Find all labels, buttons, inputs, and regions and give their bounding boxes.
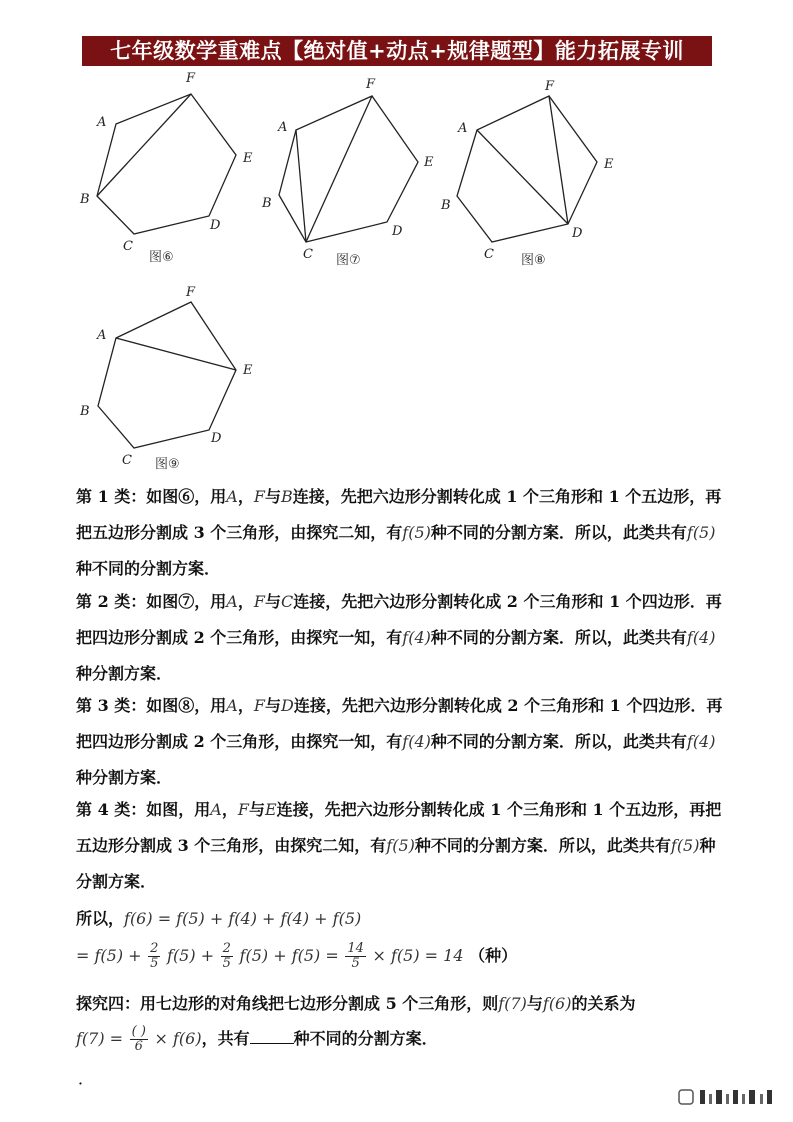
answer-line: f(7) = $\frac{( )}{6}$ × f(6)，共有 种不同的分割方案． [76, 1024, 438, 1054]
sum-line-2: = f(5) + $\frac{2}{5}$ f(5) + $\frac{2}{5}$ f(5) + f(5) = $\frac{14}{5}$ × f(5) = 14 （种） [76, 941, 518, 971]
explore-4-line: 探究四：用七边形的对角线把七边形分割成 5 个三角形，则f(7)与f(6)的关系为 [76, 994, 636, 1013]
fig8-label-D: D [572, 226, 583, 241]
diagonal-fig7-AC [296, 130, 306, 242]
category-3-paragraph: 第 3 类：如图⑧，用A，F与D连接，先把六边形分割转化成 2 个三角形和 1 个四边形．再把四边形分割成 2 个三角形，由探究一知，有f(4)种不同的分割方案．所以，此类共有f(4)种分割方案． [76, 696, 723, 787]
fig9-label-B: B [80, 404, 90, 419]
fig7-label-A: A [278, 120, 288, 135]
category-2-paragraph: 第 2 类：如图⑦，用A，F与C连接，先把六边形分割转化成 2 个三角形和 1 个四边形．再把四边形分割成 2 个三角形，由探究一知，有f(4)种不同的分割方案．所以，此类共有f(4)种分割方案． [76, 592, 722, 683]
hexagon-fig6 [97, 94, 236, 234]
fig7-label-E: E [424, 155, 434, 170]
fig6-label-B: B [80, 192, 90, 207]
hexagon-fig8 [457, 96, 597, 242]
diagonal-fig8-FD [549, 96, 568, 224]
answer-blank[interactable] [250, 1029, 294, 1044]
fig9-label-C: C [122, 453, 132, 468]
fraction-14-5: $\frac{14}{5}$ [347, 941, 364, 971]
fig7-label-D: D [392, 224, 403, 239]
fraction-blank-6: $\frac{( )}{6}$ [131, 1024, 146, 1054]
hexagon-figures [0, 0, 793, 480]
diagonal-fig8-AD [477, 130, 568, 224]
fraction-2-5-b: $\frac{2}{5}$ [222, 941, 231, 971]
fig9-caption: 图⑨ [155, 457, 180, 472]
fig9-label-D: D [211, 431, 222, 446]
category-1-paragraph: 第 1 类：如图⑥，用A，F与B连接，先把六边形分割转化成 1 个三角形和 1 个五边形，再把五边形分割成 3 个三角形，由探究二知，有f(5)种不同的分割方案．所以，此类共有f(5)种不同的分割方案． [76, 487, 722, 578]
trailing-dot: ． [78, 1069, 95, 1088]
fig9-label-A: A [97, 328, 107, 343]
page-options-icon[interactable] [678, 1086, 778, 1110]
fig8-caption: 图⑧ [521, 253, 546, 268]
fig8-label-B: B [441, 198, 451, 213]
fig6-label-E: E [243, 151, 253, 166]
fig7-label-F: F [366, 77, 376, 92]
fig8-label-C: C [484, 247, 494, 262]
fig6-label-A: A [97, 115, 107, 130]
fig6-label-F: F [186, 71, 196, 86]
fig9-label-E: E [243, 363, 253, 378]
fig8-label-E: E [604, 157, 614, 172]
fig9-label-F: F [186, 285, 196, 300]
fraction-2-5-a: $\frac{2}{5}$ [150, 941, 159, 971]
sum-line-1: 所以，f(6) = f(5) + f(4) + f(4) + f(5) [76, 909, 362, 928]
fig8-label-A: A [458, 121, 468, 136]
fig6-label-C: C [123, 239, 133, 254]
page-title: 七年级数学重难点【绝对值+动点+规律题型】能力拓展专训 [82, 36, 712, 66]
fig8-label-F: F [545, 79, 555, 94]
category-4-paragraph: 第 4 类：如图，用A，F与E连接，先把六边形分割转化成 1 个三角形和 1 个五边形，再把五边形分割成 3 个三角形，由探究二知，有f(5)种不同的分割方案．所以，此类共有f(5)种分割方案． [76, 800, 722, 891]
fig6-label-D: D [210, 218, 221, 233]
fig6-caption: 图⑥ [149, 250, 174, 265]
diagonal-fig7-FC [306, 96, 372, 242]
fig7-label-C: C [303, 247, 313, 262]
fig7-caption: 图⑦ [336, 253, 361, 268]
fig7-label-B: B [262, 196, 272, 211]
hexagon-fig9 [98, 302, 236, 448]
